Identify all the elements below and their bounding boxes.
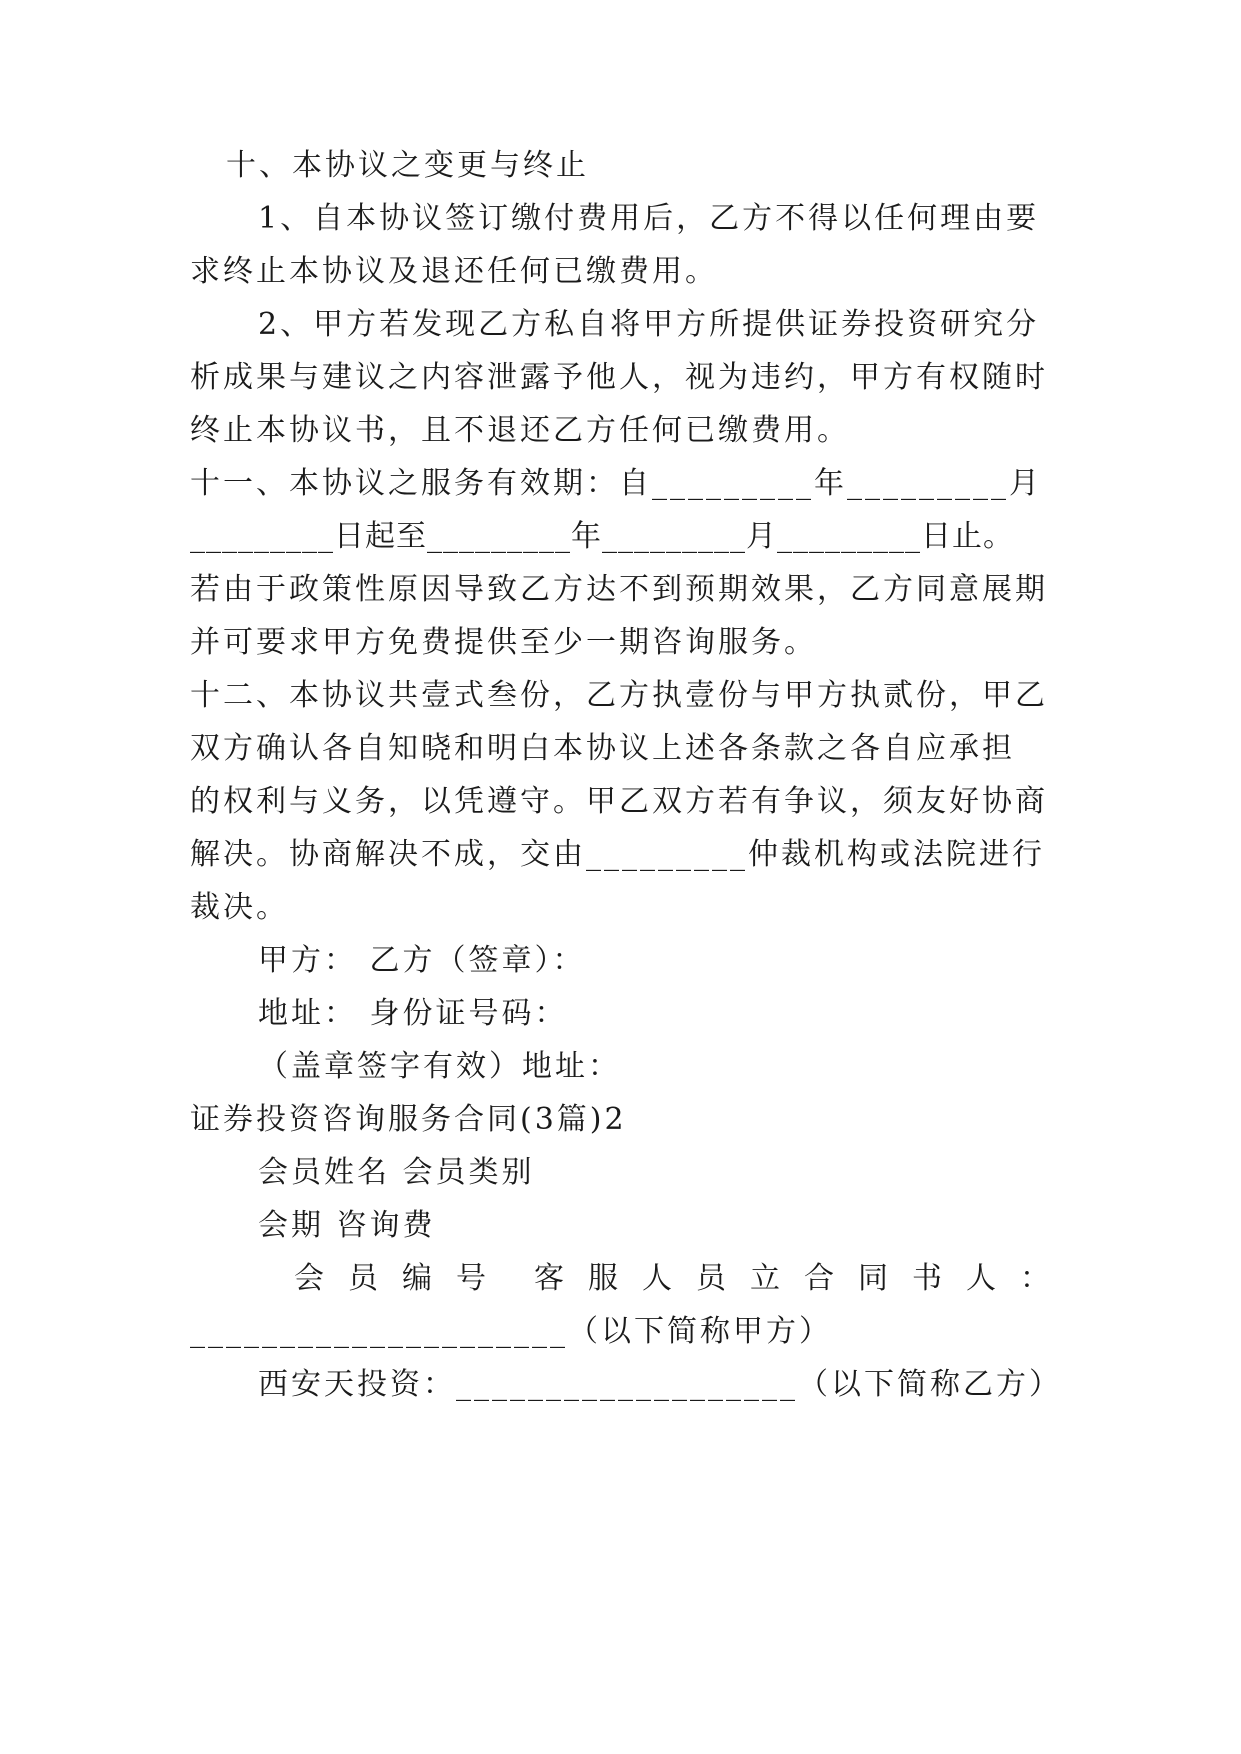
party-a-line: _____________________（以下简称甲方） <box>190 1314 832 1349</box>
section-twelve-line-3: 的权利与义务，以凭遵守。甲乙双方若有争议，须友好协商 <box>190 784 1048 819</box>
section-eleven-line-4: 并可要求甲方免费提供至少一期咨询服务。 <box>190 625 817 660</box>
char: 合 <box>804 1261 834 1296</box>
char: ： <box>1020 1261 1050 1296</box>
clause-10-2-line-1: 2、甲方若发现乙方私自将甲方所提供证券投资研究分 <box>258 307 1040 342</box>
member-term-fee-line: 会期 咨询费 <box>258 1208 436 1243</box>
section-eleven-line-2: _________日起至_________年_________月_________日止。 <box>190 519 1014 554</box>
char: 同 <box>858 1261 888 1296</box>
signature-party-line: 甲方： 乙方（签章）： <box>258 943 586 978</box>
clause-10-1-line-1: 1、自本协议签订缴付费用后，乙方不得以任何理由要 <box>258 201 1040 236</box>
section-ten-heading: 十、本协议之变更与终止 <box>226 148 589 183</box>
char: 人 <box>966 1261 996 1296</box>
signature-seal-line: （盖章签字有效）地址： <box>258 1049 621 1084</box>
party-b-line: 西安天投资：___________________（以下简称乙方） <box>258 1367 1062 1402</box>
section-twelve-line-5: 裁决。 <box>190 890 289 925</box>
char: 书 <box>912 1261 942 1296</box>
member-number-line <box>294 1259 1050 1299</box>
section-eleven-line-3: 若由于政策性原因导致乙方达不到预期效果，乙方同意展期 <box>190 572 1048 607</box>
char: 客 <box>534 1261 564 1296</box>
char: 服 <box>588 1261 618 1296</box>
clause-10-2-line-2: 析成果与建议之内容泄露予他人，视为违约，甲方有权随时 <box>190 360 1048 395</box>
contract-title: 证券投资咨询服务合同(3篇)2 <box>190 1102 627 1137</box>
char: 员 <box>696 1261 726 1296</box>
char: 人 <box>642 1261 672 1296</box>
char: 员 <box>348 1261 378 1296</box>
clause-10-2-line-3: 终止本协议书，且不退还乙方任何已缴费用。 <box>190 413 850 448</box>
section-twelve-line-2: 双方确认各自知晓和明白本协议上述各条款之各自应承担 <box>190 731 1015 766</box>
signature-address-line: 地址： 身份证号码： <box>258 996 568 1031</box>
section-twelve-line-4: 解决。协商解决不成，交由_________仲裁机构或法院进行 <box>190 837 1045 872</box>
section-eleven-line-1: 十一、本协议之服务有效期：自_________年_________月 <box>190 466 1042 501</box>
section-twelve-line-1: 十二、本协议共壹式叁份，乙方执壹份与甲方执贰份，甲乙 <box>190 678 1048 713</box>
char: 号 <box>456 1261 486 1296</box>
char: 会 <box>294 1261 324 1296</box>
member-name-category-line: 会员姓名 会员类别 <box>258 1155 535 1190</box>
char: 编 <box>402 1261 432 1296</box>
char: 立 <box>750 1261 780 1296</box>
clause-10-1-line-2: 求终止本协议及退还任何已缴费用。 <box>190 254 718 289</box>
